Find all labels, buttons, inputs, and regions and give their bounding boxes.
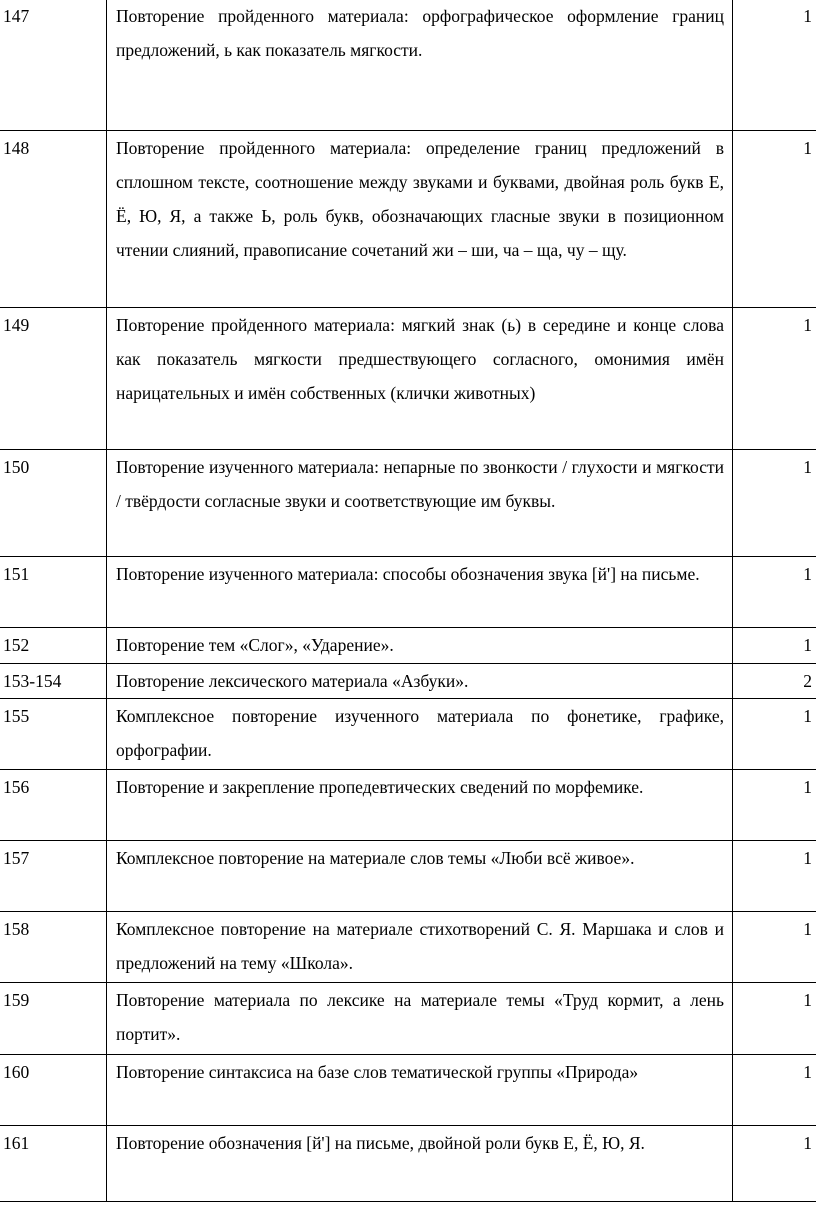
lesson-number-cell	[0, 664, 107, 699]
lesson-topic-cell	[107, 628, 733, 664]
lesson-hours-cell	[733, 664, 816, 699]
lesson-number-cell	[0, 557, 107, 628]
lesson-hours: 1	[803, 564, 812, 584]
lesson-hours: 2	[803, 671, 812, 691]
table-row	[0, 308, 816, 450]
lesson-hours: 1	[803, 457, 812, 477]
lesson-hours: 1	[803, 777, 812, 797]
lesson-number: 152	[3, 635, 30, 655]
lesson-hours: 1	[803, 848, 812, 868]
lesson-topic: Повторение материала по лексике на материале темы «Труд кормит, а лень портит».	[116, 990, 724, 1044]
lesson-number: 149	[3, 315, 30, 335]
table-row	[0, 983, 816, 1055]
lesson-hours: 1	[803, 919, 812, 939]
lesson-hours-cell	[733, 450, 816, 557]
lesson-hours: 1	[803, 1062, 812, 1082]
lesson-topic-cell	[107, 841, 733, 912]
lesson-number-cell	[0, 450, 107, 557]
table-row	[0, 699, 816, 770]
lesson-number: 160	[3, 1062, 30, 1082]
lesson-number-cell	[0, 1055, 107, 1126]
lesson-hours-cell	[733, 912, 816, 983]
lesson-topic: Повторение изученного материала: способы обозначения звука [й'] на письме.	[116, 564, 700, 584]
lesson-topic: Повторение лексического материала «Азбуки».	[116, 671, 469, 691]
lesson-topic: Комплексное повторение на материале слов темы «Люби всё живое».	[116, 848, 635, 868]
lesson-number-cell	[0, 1126, 107, 1202]
lesson-topic: Повторение тем «Слог», «Ударение».	[116, 635, 394, 655]
lesson-number: 156	[3, 777, 30, 797]
lesson-topic: Комплексное повторение изученного материала по фонетике, графике, орфографии.	[116, 706, 724, 760]
lesson-hours: 1	[803, 635, 812, 655]
lesson-topic: Повторение пройденного материала: орфографическое оформление границ предложений, ь как показатель мягкости.	[116, 6, 724, 60]
lesson-number: 147	[3, 6, 30, 26]
lesson-number: 155	[3, 706, 30, 726]
lesson-topic-cell	[107, 308, 733, 450]
lesson-topic: Повторение пройденного материала: определение границ предложений в сплошном тексте, соотношение между звуками и буквами, двойная роль букв Е, Ё, Ю, Я, а также Ь, роль букв, обозначающих гласные звуки в позиционном чтении слияний, правописание сочетаний жи – ши, ча – ща, чу – щу.	[116, 138, 724, 260]
lesson-topic-cell	[107, 699, 733, 770]
lesson-number-cell	[0, 308, 107, 450]
table-row	[0, 912, 816, 983]
lesson-topic-cell	[107, 1126, 733, 1202]
lesson-hours: 1	[803, 990, 812, 1010]
lesson-topic: Комплексное повторение на материале стихотворений С. Я. Маршака и слов и предложений на тему «Школа».	[116, 919, 724, 973]
lesson-hours-cell	[733, 628, 816, 664]
lesson-hours-cell	[733, 1055, 816, 1126]
lesson-topic-cell	[107, 912, 733, 983]
lesson-number-cell	[0, 131, 107, 308]
lesson-number: 157	[3, 848, 30, 868]
lesson-number-cell	[0, 628, 107, 664]
lesson-number: 159	[3, 990, 30, 1010]
lesson-topic-cell	[107, 983, 733, 1055]
lesson-topic: Повторение синтаксиса на базе слов тематической группы «Природа»	[116, 1062, 639, 1082]
lesson-hours-cell	[733, 0, 816, 131]
lesson-topic-cell	[107, 664, 733, 699]
lesson-hours: 1	[803, 1133, 812, 1153]
lesson-topic: Повторение обозначения [й'] на письме, двойной роли букв Е, Ё, Ю, Я.	[116, 1133, 645, 1153]
table-row	[0, 557, 816, 628]
lesson-number: 153-154	[3, 671, 62, 691]
lesson-topic-cell	[107, 131, 733, 308]
lesson-topic-cell	[107, 450, 733, 557]
lesson-hours-cell	[733, 131, 816, 308]
table-row	[0, 0, 816, 131]
table-row	[0, 628, 816, 664]
table-row	[0, 841, 816, 912]
lesson-hours: 1	[803, 315, 812, 335]
lesson-hours-cell	[733, 557, 816, 628]
lesson-topic: Повторение изученного материала: непарные по звонкости / глухости и мягкости / твёрдости согласные звуки и соответствующие им буквы.	[116, 457, 724, 511]
lesson-topic: Повторение пройденного материала: мягкий знак (ь) в середине и конце слова как показатель мягкости предшествующего согласного, омонимия имён нарицательных и имён собственных (клички животных)	[116, 315, 724, 403]
lesson-topic-cell	[107, 770, 733, 841]
lesson-hours: 1	[803, 6, 812, 26]
lesson-number: 161	[3, 1133, 30, 1153]
lesson-hours-cell	[733, 1126, 816, 1202]
lesson-hours-cell	[733, 699, 816, 770]
lesson-hours-cell	[733, 841, 816, 912]
table-row	[0, 1126, 816, 1202]
lesson-topic-cell	[107, 557, 733, 628]
lesson-topic-cell	[107, 0, 733, 131]
table-row	[0, 664, 816, 699]
lesson-number: 150	[3, 457, 30, 477]
lesson-number-cell	[0, 699, 107, 770]
table-row	[0, 770, 816, 841]
lesson-topic-cell	[107, 1055, 733, 1126]
lesson-hours: 1	[803, 706, 812, 726]
table-row	[0, 131, 816, 308]
lesson-hours-cell	[733, 770, 816, 841]
lesson-number: 148	[3, 138, 30, 158]
lesson-hours-cell	[733, 983, 816, 1055]
table-row	[0, 1055, 816, 1126]
lesson-number-cell	[0, 0, 107, 131]
lesson-number-cell	[0, 912, 107, 983]
lesson-number-cell	[0, 841, 107, 912]
table-row	[0, 450, 816, 557]
lesson-hours: 1	[803, 138, 812, 158]
lesson-number: 151	[3, 564, 30, 584]
lesson-number-cell	[0, 983, 107, 1055]
lesson-number-cell	[0, 770, 107, 841]
lesson-number: 158	[3, 919, 30, 939]
lesson-hours-cell	[733, 308, 816, 450]
lesson-topic: Повторение и закрепление пропедевтических сведений по морфемике.	[116, 777, 644, 797]
